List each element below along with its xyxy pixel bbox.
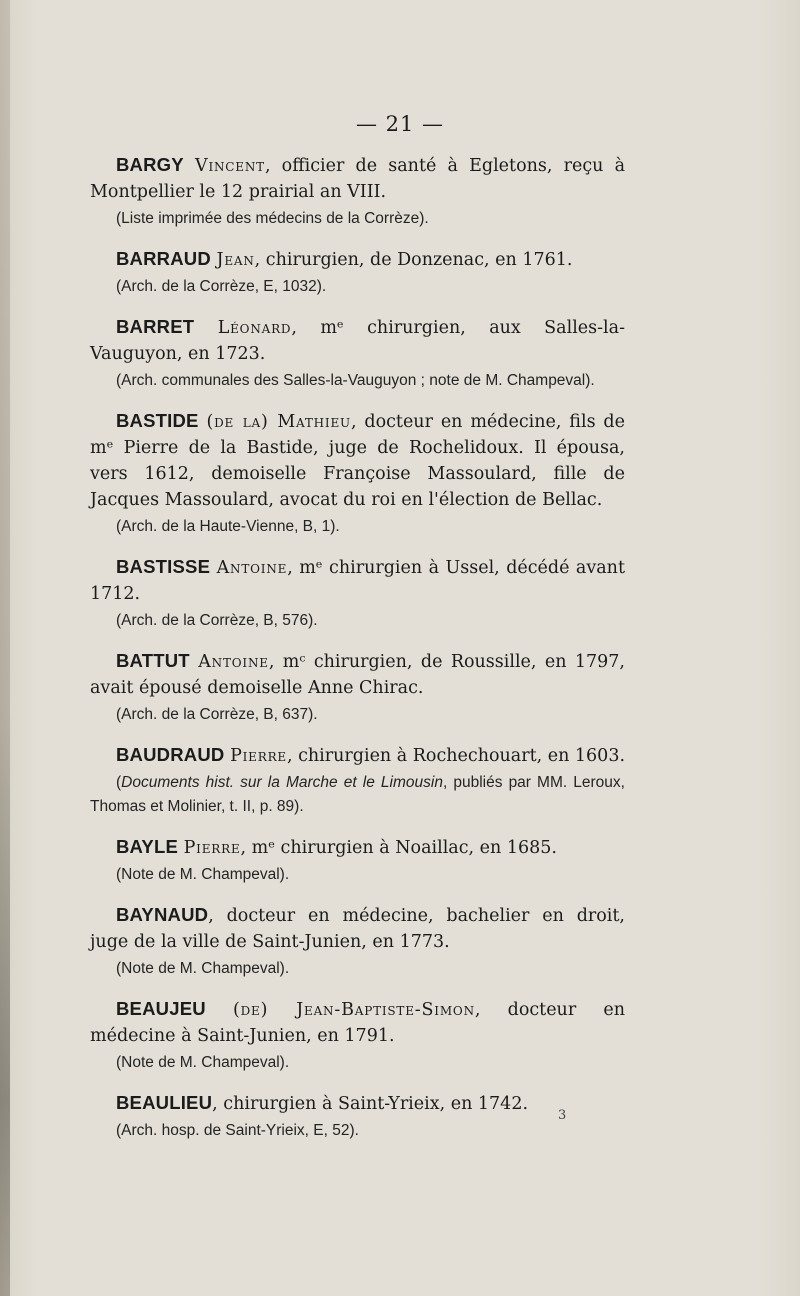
entry-source: (Note de M. Champeval). — [116, 1054, 290, 1071]
entry-bastisse — [90, 554, 625, 633]
entry-name: BAUDRAUD — [116, 744, 225, 765]
entry-baynaud — [90, 902, 625, 981]
entry-description: , mᵉ chirurgien à Noaillac, en 1685. — [240, 838, 557, 858]
entry-text — [90, 246, 625, 273]
entry-source: (Note de M. Champeval). — [116, 866, 290, 883]
entry-bayle — [90, 834, 625, 887]
entry-bargy — [90, 152, 625, 231]
entry-text — [90, 742, 625, 769]
source-details: , publiés par MM. Leroux, Thomas et Molinier, t. II, p. 89). — [90, 774, 625, 815]
entry-battut — [90, 648, 625, 727]
entry-given-name: (de) Jean-Baptiste-Simon — [233, 1000, 475, 1020]
entry-barret — [90, 314, 625, 393]
entry-name: BASTIDE — [116, 410, 199, 431]
entry-source: (Documents hist. sur la Marche et le Limousin, publiés par MM. Leroux, Thomas et Molinier, t. II, p. 89). — [90, 774, 625, 815]
entry-name: BARGY — [116, 154, 184, 175]
entry-description: , chirurgien à Saint-Yrieix, en 1742. — [212, 1094, 529, 1114]
entry-text — [90, 314, 625, 367]
entry-description: , chirurgien à Rochechouart, en 1603. — [286, 746, 626, 766]
entry-name: BARRAUD — [116, 248, 211, 269]
entry-source: (Arch. de la Corrèze, B, 637). — [116, 706, 318, 723]
source-title: Documents hist. sur la Marche et le Limousin — [121, 774, 443, 791]
entry-text — [90, 554, 625, 607]
entry-given-name: (de la) Mathieu — [206, 412, 351, 432]
entry-source: (Arch. de la Corrèze, B, 576). — [116, 612, 318, 629]
entry-description: , officier de santé à Egletons, reçu à Montpellier le 12 prairial an VIII. — [90, 156, 625, 202]
entry-description: , chirurgien, de Donzenac, en 1761. — [254, 250, 573, 270]
entry-description: , mᵉ chirurgien, aux Salles-la-Vauguyon, en 1723. — [90, 318, 625, 364]
entry-name: BEAUJEU — [116, 998, 206, 1019]
entry-description: , docteur en médecine, bachelier en droit, juge de la ville de Saint-Junien, en 1773. — [90, 906, 625, 952]
entry-name: BASTISSE — [116, 556, 211, 577]
entry-source: (Arch. hosp. de Saint-Yrieix, E, 52). — [116, 1122, 359, 1139]
entry-given-name: Pierre — [230, 746, 287, 766]
entry-text — [90, 834, 625, 861]
entry-baudraud — [90, 742, 625, 819]
entry-given-name: Antoine — [198, 652, 269, 672]
entry-text — [90, 152, 625, 205]
entry-given-name: Antoine — [216, 558, 288, 578]
entry-barraud — [90, 246, 625, 299]
entry-given-name: Jean — [216, 250, 255, 270]
entry-name: BARRET — [116, 316, 195, 337]
entry-source: (Note de M. Champeval). — [116, 960, 290, 977]
entry-source: (Arch. communales des Salles-la-Vauguyon ; note de M. Champeval). — [116, 372, 595, 389]
entry-given-name: Vincent — [195, 156, 265, 176]
entry-text — [90, 1090, 625, 1117]
entry-name: BATTUT — [116, 650, 190, 671]
entry-source: (Liste imprimée des médecins de la Corrèze). — [116, 210, 429, 227]
printer-signature-mark: 3 — [558, 1108, 567, 1123]
entry-beaujeu — [90, 996, 625, 1075]
entry-beaulieu — [90, 1090, 625, 1143]
entry-text — [90, 648, 625, 701]
dictionary-entries — [90, 152, 625, 1158]
book-spine-shadow — [0, 0, 10, 1296]
entry-description: , docteur en médecine, fils de mᵉ Pierre de la Bastide, juge de Rochelidoux. Il épousa, vers 1612, demoiselle Françoise Massoulard, fille de Jacques Massoulard, avocat du roi en l'élection de Bellac. — [90, 412, 625, 510]
entry-description: , mᵉ chirurgien à Ussel, décédé avant 1712. — [90, 558, 625, 604]
entry-given-name: Pierre — [183, 838, 241, 858]
entry-source: (Arch. de la Corrèze, E, 1032). — [116, 278, 327, 295]
entry-source: (Arch. de la Haute-Vienne, B, 1). — [116, 518, 340, 535]
entry-given-name: Léonard — [217, 318, 292, 338]
entry-name: BAYLE — [116, 836, 179, 857]
entry-text — [90, 902, 625, 955]
entry-description: , mᶜ chirurgien, de Roussille, en 1797, avait épousé demoiselle Anne Chirac. — [90, 652, 625, 698]
page-number: — 21 — — [355, 112, 445, 136]
entry-bastide — [90, 408, 625, 539]
entry-description: , docteur en médecine à Saint-Junien, en 1791. — [90, 1000, 625, 1046]
entry-text — [90, 996, 625, 1049]
entry-name: BAYNAUD — [116, 904, 209, 925]
entry-text — [90, 408, 625, 513]
entry-name: BEAULIEU — [116, 1092, 213, 1113]
